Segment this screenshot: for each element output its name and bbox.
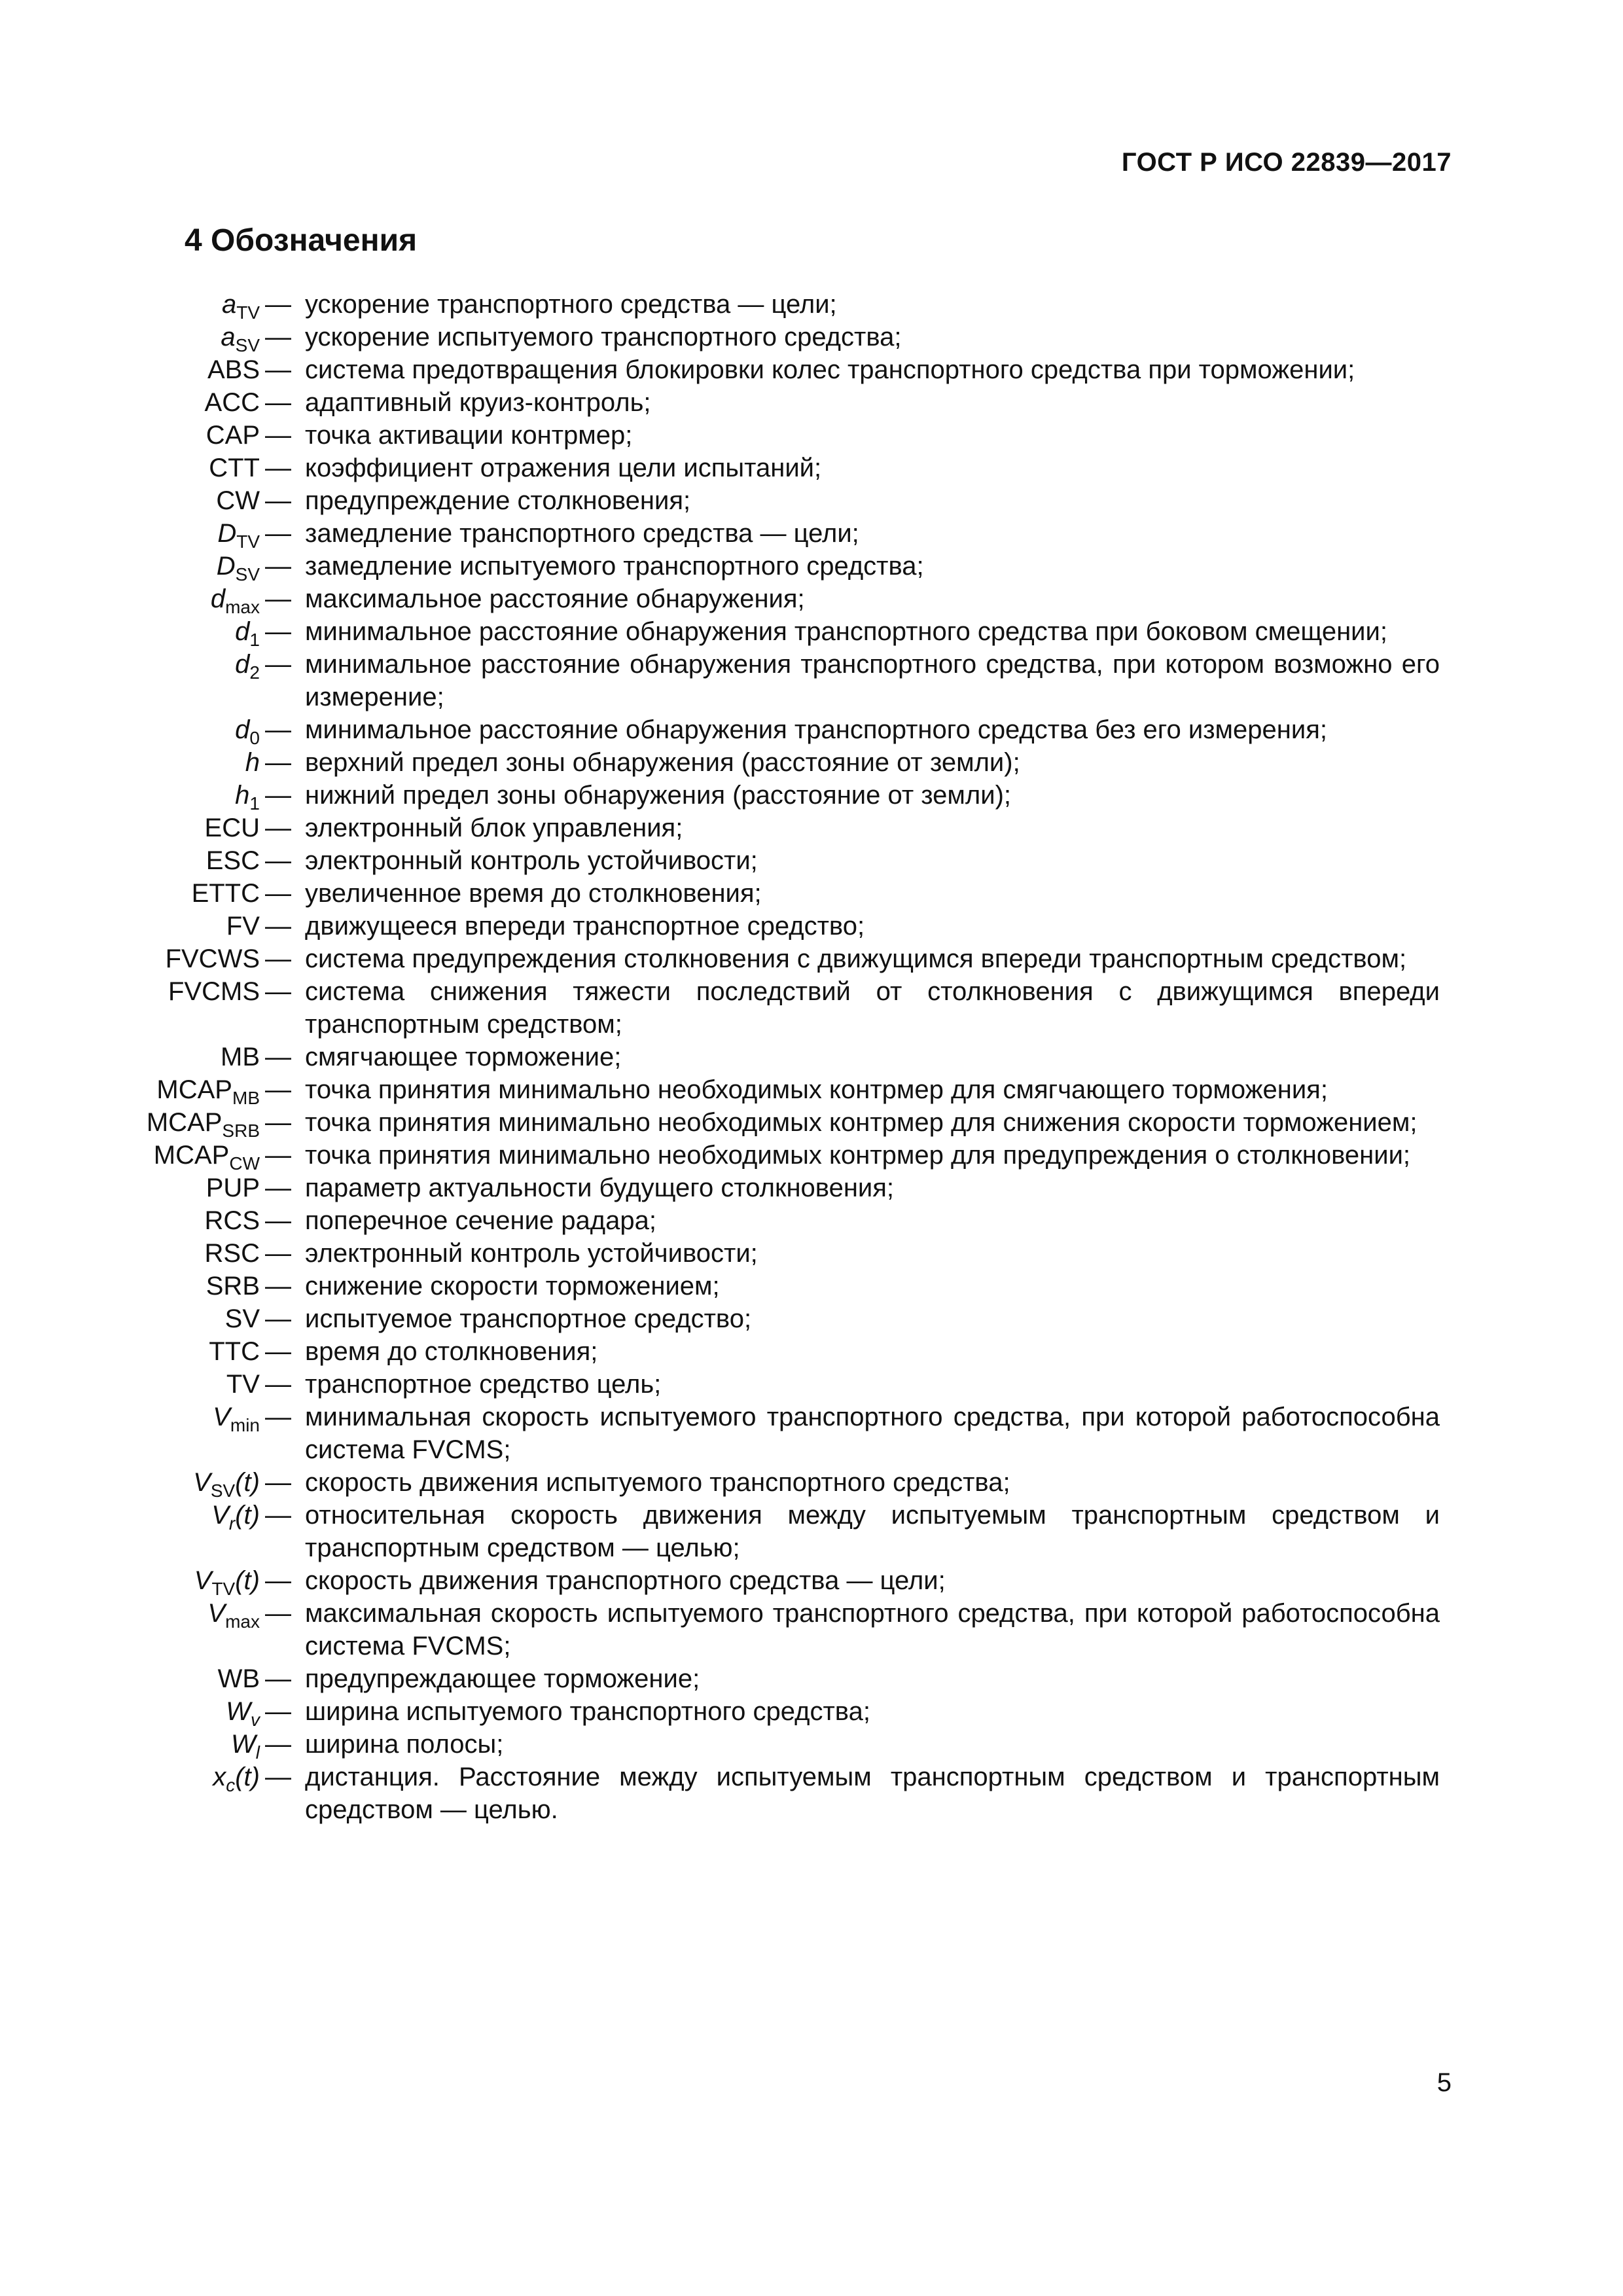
em-dash: — (265, 617, 291, 646)
symbol-entry (0, 779, 1623, 812)
symbol-entry (0, 812, 1623, 844)
symbol-letter: CTT (209, 454, 260, 482)
em-dash: — (265, 977, 291, 1006)
symbol-subscript: MB (232, 1088, 260, 1108)
symbol-argument: (t) (235, 1501, 260, 1530)
symbol-argument: (t) (235, 1763, 260, 1791)
em-dash: — (265, 1763, 291, 1791)
symbol-term (0, 975, 291, 1008)
em-dash: — (265, 1599, 291, 1628)
symbol-subscript: 0 (249, 728, 260, 748)
symbol-entry (0, 419, 1623, 452)
symbol-term (0, 746, 291, 779)
symbol-letter: a (221, 290, 237, 319)
symbol-definition: предупреждающее торможение; (305, 1664, 700, 1693)
em-dash: — (265, 1174, 291, 1202)
symbol-definition: система снижения тяжести последствий от столкновения с движущимся впереди транспортным средством; (305, 977, 1440, 1039)
symbol-definition: электронный контроль устойчивости; (305, 1239, 758, 1268)
symbol-definition: скорость движения испытуемого транспортного средства; (305, 1468, 1010, 1497)
symbol-definition: скорость движения транспортного средства — цели; (305, 1566, 946, 1595)
symbol-letter: d (210, 584, 226, 613)
symbol-subscript: CW (229, 1153, 260, 1174)
page-number: 5 (1436, 2068, 1452, 2097)
symbol-letter: TTC (209, 1337, 260, 1366)
symbol-term (0, 452, 291, 484)
symbol-letter: a (221, 323, 236, 351)
symbol-letter: CAP (205, 421, 260, 450)
em-dash: — (265, 1566, 291, 1595)
em-dash: — (265, 1239, 291, 1268)
symbol-subscript: 2 (249, 662, 260, 683)
symbol-term (0, 288, 291, 321)
symbol-definition: ускорение испытуемого транспортного средства; (305, 323, 902, 351)
symbol-definition: минимальное расстояние обнаружения транспортного средства без его измерения; (305, 715, 1327, 744)
symbol-definition: транспортное средство цель; (305, 1370, 662, 1399)
symbol-term (0, 1761, 291, 1793)
em-dash: — (265, 290, 291, 319)
symbol-subscript: min (230, 1415, 260, 1435)
symbol-definition: замедление транспортного средства — цели; (305, 519, 859, 548)
symbol-definition: движущееся впереди транспортное средство; (305, 912, 865, 941)
symbol-entry (0, 910, 1623, 942)
symbol-subscript: 1 (249, 630, 260, 650)
symbol-letter: RCS (204, 1206, 260, 1235)
symbol-entry (0, 1368, 1623, 1401)
symbol-term (0, 419, 291, 452)
symbol-letter: FVCMS (168, 977, 260, 1006)
symbol-entry (0, 1237, 1623, 1270)
symbol-entry (0, 1401, 1623, 1466)
symbol-subscript: c (226, 1775, 236, 1795)
symbol-entry (0, 550, 1623, 583)
symbol-definition: точка принятия минимально необходимых контрмер для снижения скорости торможением; (305, 1108, 1418, 1137)
symbol-letter: MCAP (156, 1075, 232, 1104)
symbol-letter: RSC (204, 1239, 260, 1268)
symbol-letter: V (213, 1403, 230, 1431)
symbol-term (0, 1073, 291, 1106)
symbol-entry (0, 975, 1623, 1041)
symbol-term (0, 1401, 291, 1433)
em-dash: — (265, 1370, 291, 1399)
em-dash: — (265, 715, 291, 744)
symbol-definition: снижение скорости торможением; (305, 1272, 720, 1300)
symbol-entry (0, 386, 1623, 419)
symbol-letter: V (211, 1501, 229, 1530)
symbol-definition: система предупреждения столкновения с движущимся впереди транспортным средством; (305, 944, 1407, 973)
symbol-subscript: SRB (222, 1121, 260, 1141)
symbol-definition: ускорение транспортного средства — цели; (305, 290, 837, 319)
symbol-term (0, 1270, 291, 1302)
em-dash: — (265, 944, 291, 973)
symbol-term (0, 1204, 291, 1237)
symbol-term (0, 1662, 291, 1695)
symbol-term (0, 1466, 291, 1499)
em-dash: — (265, 650, 291, 679)
symbol-subscript: r (228, 1513, 236, 1534)
symbol-definition: точка активации контрмер; (305, 421, 633, 450)
symbol-definition: адаптивный круиз-контроль; (305, 388, 651, 417)
symbol-entry (0, 583, 1623, 615)
symbol-definition: испытуемое транспортное средство; (305, 1304, 752, 1333)
symbol-letter: x (213, 1763, 226, 1791)
symbol-term (0, 779, 291, 812)
em-dash: — (265, 846, 291, 875)
symbol-definition: верхний предел зоны обнаружения (расстояние от земли); (305, 748, 1020, 777)
symbol-subscript: TV (236, 531, 260, 552)
symbol-subscript: SV (235, 564, 260, 584)
symbol-entry (0, 452, 1623, 484)
symbol-entry (0, 1041, 1623, 1073)
symbol-subscript: max (225, 1611, 260, 1632)
em-dash: — (265, 814, 291, 842)
symbol-term (0, 910, 291, 942)
symbol-definition: дистанция. Расстояние между испытуемым транспортным средством и транспортным средством — целью. (305, 1763, 1440, 1824)
symbol-term (0, 1597, 291, 1630)
symbol-definition: точка принятия минимально необходимых контрмер для смягчающего торможения; (305, 1075, 1328, 1104)
em-dash: — (265, 519, 291, 548)
symbol-letter: MCAP (153, 1141, 230, 1170)
symbol-list (0, 288, 1623, 1826)
symbol-letter: V (207, 1599, 226, 1628)
symbol-entry (0, 1073, 1623, 1106)
symbol-term (0, 1368, 291, 1401)
document-code: ГОСТ Р ИСО 22839—2017 (1121, 148, 1452, 177)
symbol-subscript: SV (210, 1480, 236, 1501)
symbol-entry (0, 1302, 1623, 1335)
symbol-letter: D (216, 552, 236, 581)
symbol-definition: смягчающее торможение; (305, 1043, 622, 1071)
em-dash: — (265, 879, 291, 908)
em-dash: — (265, 1501, 291, 1530)
symbol-letter: TV (226, 1370, 260, 1399)
symbol-entry (0, 1172, 1623, 1204)
symbol-term (0, 353, 291, 386)
symbol-entry (0, 615, 1623, 648)
symbol-subscript: l (255, 1742, 260, 1763)
section-title: 4 Обозначения (185, 223, 418, 258)
symbol-term (0, 1106, 291, 1139)
symbol-definition: электронный контроль устойчивости; (305, 846, 758, 875)
symbol-definition: система предотвращения блокировки колес транспортного средства при торможении; (305, 355, 1355, 384)
em-dash: — (265, 1075, 291, 1104)
symbol-letter: FV (226, 912, 260, 941)
symbol-letter: D (217, 519, 237, 548)
symbol-letter: MCAP (146, 1108, 223, 1137)
em-dash: — (265, 1108, 291, 1137)
symbol-argument: (t) (235, 1468, 260, 1497)
symbol-letter: d (235, 617, 250, 646)
em-dash: — (265, 1730, 291, 1759)
symbol-entry (0, 942, 1623, 975)
em-dash: — (265, 323, 291, 351)
symbol-letter: W (231, 1730, 256, 1759)
symbol-definition: предупреждение столкновения; (305, 486, 691, 515)
symbol-subscript: SV (235, 335, 260, 355)
symbol-entry (0, 713, 1623, 746)
em-dash: — (265, 1206, 291, 1235)
symbol-term (0, 1728, 291, 1761)
symbol-term (0, 550, 291, 583)
em-dash: — (265, 1304, 291, 1333)
em-dash: — (265, 1337, 291, 1366)
symbol-entry (0, 746, 1623, 779)
em-dash: — (265, 781, 291, 810)
symbol-letter: ETTC (191, 879, 260, 908)
symbol-term (0, 386, 291, 419)
symbol-entry (0, 517, 1623, 550)
em-dash: — (265, 584, 291, 613)
symbol-term (0, 1302, 291, 1335)
em-dash: — (265, 1272, 291, 1300)
symbol-term (0, 1139, 291, 1172)
symbol-definition: минимальная скорость испытуемого транспортного средства, при которой работоспособна система FVCMS; (305, 1403, 1440, 1464)
symbol-definition: замедление испытуемого транспортного средства; (305, 552, 924, 581)
symbol-definition: минимальное расстояние обнаружения транспортного средства при боковом смещении; (305, 617, 1387, 646)
symbol-term (0, 648, 291, 681)
em-dash: — (265, 1664, 291, 1693)
em-dash: — (265, 355, 291, 384)
symbol-letter: h (235, 781, 250, 810)
em-dash: — (265, 421, 291, 450)
symbol-term (0, 844, 291, 877)
symbol-entry (0, 1597, 1623, 1662)
symbol-letter: ACC (204, 388, 260, 417)
symbol-term (0, 812, 291, 844)
symbol-definition: коэффициент отражения цели испытаний; (305, 454, 822, 482)
em-dash: — (265, 1468, 291, 1497)
symbol-definition: точка принятия минимально необходимых контрмер для предупреждения о столкновении; (305, 1141, 1411, 1170)
em-dash: — (265, 748, 291, 777)
symbol-term (0, 713, 291, 746)
symbol-term (0, 1335, 291, 1368)
symbol-entry (0, 1106, 1623, 1139)
symbol-entry (0, 1204, 1623, 1237)
symbol-letter: ESC (205, 846, 260, 875)
symbol-subscript: TV (211, 1579, 236, 1599)
symbol-term (0, 1564, 291, 1597)
em-dash: — (265, 388, 291, 417)
symbol-letter: V (194, 1566, 212, 1595)
symbol-letter: d (235, 715, 250, 744)
symbol-term (0, 1041, 291, 1073)
symbol-term (0, 1237, 291, 1270)
symbol-entry (0, 1270, 1623, 1302)
symbol-entry (0, 1564, 1623, 1597)
symbol-term (0, 517, 291, 550)
symbol-entry (0, 1466, 1623, 1499)
symbol-definition: время до столкновения; (305, 1337, 598, 1366)
symbol-letter: SRB (205, 1272, 260, 1300)
symbol-entry (0, 648, 1623, 713)
symbol-letter: ABS (207, 355, 260, 384)
symbol-subscript: v (251, 1710, 260, 1730)
symbol-entry (0, 353, 1623, 386)
symbol-letter: W (226, 1697, 251, 1726)
symbol-subscript: 1 (249, 793, 260, 814)
symbol-definition: минимальное расстояние обнаружения транспортного средства, при котором возможно его измерение; (305, 650, 1440, 711)
symbol-entry (0, 1728, 1623, 1761)
symbol-definition: увеличенное время до столкновения; (305, 879, 762, 908)
symbol-letter: ECU (204, 814, 260, 842)
symbol-entry (0, 844, 1623, 877)
symbol-letter: d (235, 650, 250, 679)
symbol-entry (0, 1761, 1623, 1826)
em-dash: — (265, 1043, 291, 1071)
symbol-entry (0, 1335, 1623, 1368)
em-dash: — (265, 486, 291, 515)
symbol-term (0, 321, 291, 353)
symbol-entry (0, 1662, 1623, 1695)
symbol-definition: ширина испытуемого транспортного средства; (305, 1697, 870, 1726)
symbol-entry (0, 321, 1623, 353)
symbol-definition: максимальное расстояние обнаружения; (305, 584, 805, 613)
symbol-letter: PUP (205, 1174, 260, 1202)
symbol-definition: максимальная скорость испытуемого транспортного средства, при которой работоспособна система FVCMS; (305, 1599, 1440, 1660)
symbol-letter: V (193, 1468, 211, 1497)
em-dash: — (265, 552, 291, 581)
symbol-term (0, 1695, 291, 1728)
symbol-entry (0, 288, 1623, 321)
em-dash: — (265, 912, 291, 941)
symbol-definition: электронный блок управления; (305, 814, 683, 842)
symbol-entry (0, 1139, 1623, 1172)
symbol-definition: нижний предел зоны обнаружения (расстояние от земли); (305, 781, 1012, 810)
symbol-letter: SV (224, 1304, 260, 1333)
symbol-term (0, 1172, 291, 1204)
symbol-term (0, 942, 291, 975)
symbol-term (0, 877, 291, 910)
symbol-entry (0, 1695, 1623, 1728)
symbol-letter: CW (216, 486, 260, 515)
symbol-entry (0, 877, 1623, 910)
em-dash: — (265, 1403, 291, 1431)
em-dash: — (265, 1697, 291, 1726)
symbol-term (0, 583, 291, 615)
symbol-entry (0, 1499, 1623, 1564)
symbol-term (0, 484, 291, 517)
em-dash: — (265, 1141, 291, 1170)
symbol-subscript: max (225, 597, 260, 617)
symbol-letter: h (245, 748, 260, 777)
symbol-argument: (t) (235, 1566, 260, 1595)
symbol-term (0, 1499, 291, 1532)
symbol-definition: ширина полосы; (305, 1730, 504, 1759)
symbol-subscript: TV (236, 302, 260, 323)
symbol-definition: поперечное сечение радара; (305, 1206, 656, 1235)
symbol-definition: параметр актуальности будущего столкновения; (305, 1174, 895, 1202)
symbol-entry (0, 484, 1623, 517)
em-dash: — (265, 454, 291, 482)
symbol-term (0, 615, 291, 648)
symbol-letter: WB (217, 1664, 260, 1693)
symbol-letter: FVCWS (165, 944, 260, 973)
symbol-letter: MB (221, 1043, 260, 1071)
symbol-definition: относительная скорость движения между испытуемым транспортным средством и транспортным средством — целью; (305, 1501, 1440, 1562)
